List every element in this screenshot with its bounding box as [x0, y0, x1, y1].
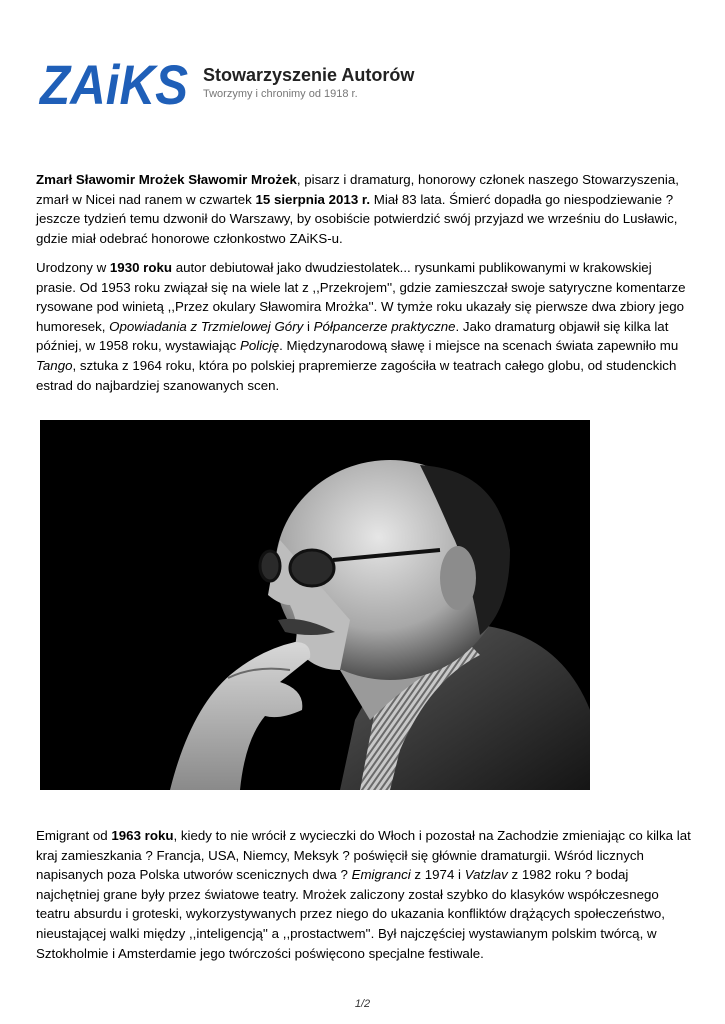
author-portrait-photo — [40, 420, 590, 790]
zaiks-logo — [38, 53, 190, 116]
play-title: Policję — [240, 338, 280, 354]
article-paragraph-3: Emigrant od 1963 roku, kiedy to nie wrócił z wycieczki do Włoch i pozostał na Zachodzie zmieniając co kilka lat kraj zamieszkania ? Francja, USA, Niemcy, Meksyk ? poświęcił się głównie dramaturgii. Wśród licznych napisanych poza Polska utworów scenicznych dwa ? Emigranci z 1974 i Vatzlav z 1982 roku ? bodaj najchętniej grane były przez światowe teatry. Mrożek zaliczony został szybko do klasyków współczesnego teatru absurdu i groteski, wykorzystywanych przez niego do ukazania konfliktów drążących społeczeństwo, nieustającej walki między ,,inteligencją'' a ,,prostactwem''. Był najczęściej wystawianym polskim twórcą, w Sztokholmie i Amsterdamie jego twórczości poświęcono specjalne festiwale. — [36, 828, 691, 961]
organization-tagline: Tworzymy i chronimy od 1918 r. — [203, 88, 358, 100]
author-name: Sławomir Mrożek — [188, 172, 297, 187]
page-number: 1/2 — [354, 998, 371, 1010]
book-title: Półpancerze praktyczne — [313, 318, 456, 334]
emigration-year: 1963 roku — [111, 828, 174, 843]
article-paragraph-1: Zmarł Sławomir Mrożek Sławomir Mrożek, pisarz i dramaturg, honorowy członek naszego Stowarzyszenia, zmarł w Nicei nad ranem w czwartek 15 sierpnia 2013 r. Miał 83 lata. Śmierć dopadła go niespodziewanie ? jeszcze tydzień temu dzwonił do Warszawy, by osobiście potwierdzić swój przyjazd we wrześniu do Lusławic, gdzie miał odebrać honorowe członkostwo ZAiKS-u. — [36, 172, 679, 246]
article-paragraph-2: Urodzony w 1930 roku autor debiutował jako dwudziestolatek... rysunkami publikowanymi w krakowskiej prasie. Od 1953 roku związał się na wiele lat z ,,Przekrojem'', gdzie zamieszczał swoje satyryczne komentarze rysowane pod winietą ,,Przez okulary Sławomira Mrożka''. W tymże roku ukazały się pierwsze dwa zbiory jego humoresek, Opowiadania z Trzmielowej Góry i Półpancerze praktyczne. Jako dramaturg objawił się kilka lat później, w 1958 roku, wystawiając Policję. Międzynarodową sławę i miejsce na scenach świata zapewniło mu Tango, sztuka z 1964 roku, która po polskiej prapremierze zagościła w teatrach całego globu, od studenckich estrad do najbardziej szanowanych scen. — [36, 260, 686, 393]
svg-text:ZAiKS: ZAiKS — [38, 53, 188, 116]
article-headline: Zmarł Sławomir Mrożek — [36, 172, 185, 187]
birth-year: 1930 roku — [109, 260, 172, 275]
play-title: Tango — [36, 357, 73, 373]
play-title: Vatzlav — [464, 867, 508, 883]
play-title: Emigranci — [351, 867, 411, 883]
death-date: 15 sierpnia 2013 r. — [255, 191, 371, 207]
organization-name: Stowarzyszenie Autorów — [203, 65, 415, 85]
book-title: Opowiadania z Trzmielowej Góry — [109, 318, 304, 334]
